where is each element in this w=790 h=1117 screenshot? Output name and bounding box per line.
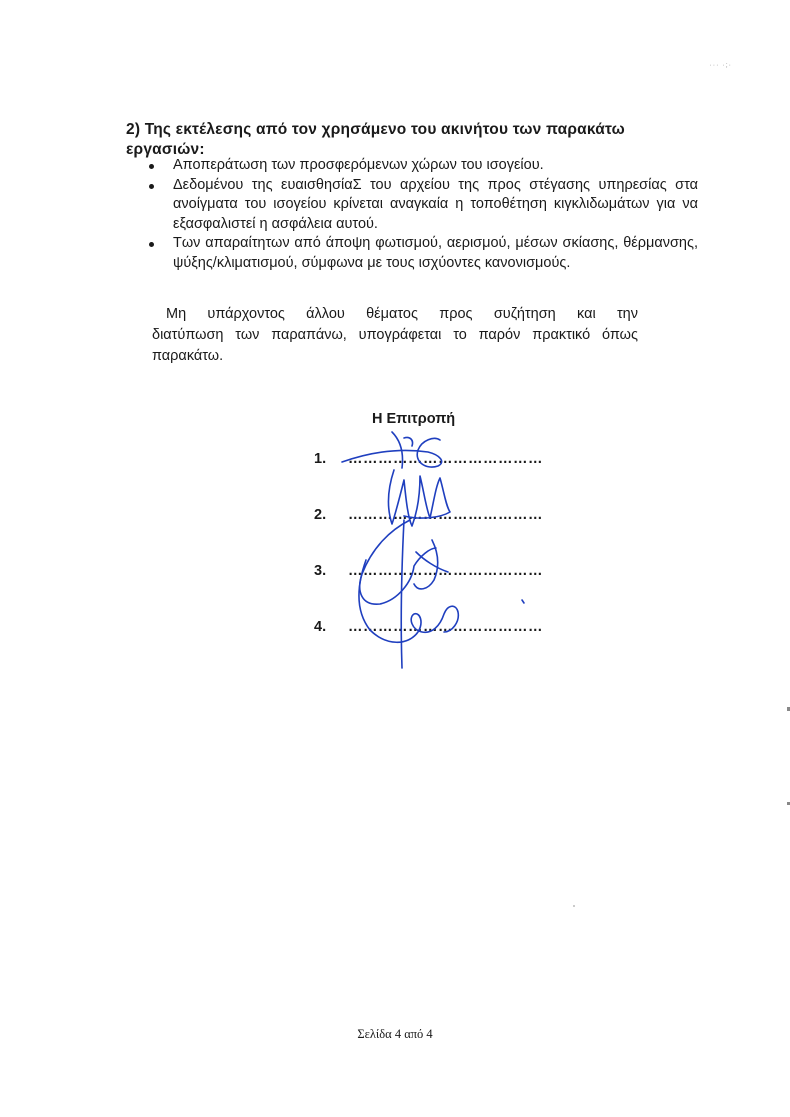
signature-mark bbox=[522, 600, 524, 603]
list-item bbox=[146, 156, 698, 176]
scan-speck bbox=[573, 905, 575, 907]
signature-dots: ………………………………… bbox=[348, 507, 543, 523]
closing-paragraph bbox=[152, 304, 638, 367]
closing-line: παρακάτω. bbox=[152, 348, 224, 364]
bullet-icon bbox=[149, 184, 154, 189]
member-number: 2. bbox=[314, 507, 327, 523]
member-number: 3. bbox=[314, 563, 327, 579]
bullet-icon bbox=[149, 164, 154, 169]
committee-title: Η Επιτροπή bbox=[372, 411, 456, 427]
section-heading: 2) Της εκτέλεσης από τον χρησάμενο του ακινήτου των παρακάτω εργασιών: bbox=[126, 121, 625, 158]
list-item bbox=[146, 234, 698, 273]
signature-dots: ………………………………… bbox=[348, 451, 543, 467]
signature-line-4 bbox=[314, 619, 543, 635]
scan-mark: ··· ·;· bbox=[709, 62, 732, 69]
list-item-text: Των απαραίτητων από άποψη φωτισμού, αερισμού, μέσων σκίασης, θέρμανσης, ψύξης/κλιματισμού, σύμφωνα με τους ισχύοντες κανονισμούς. bbox=[173, 235, 698, 271]
page-footer: Σελίδα 4 από 4 bbox=[357, 1027, 433, 1041]
closing-line: Μη υπάρχοντος άλλου θέματος προς συζήτηση και την bbox=[166, 306, 638, 322]
member-number: 1. bbox=[314, 451, 327, 467]
bullet-list bbox=[146, 156, 698, 273]
list-item-text: Δεδομένου της ευαισθησίαΣ του αρχείου της προς στέγασης υπηρεσίας στα ανοίγματα του ισογείου κρίνεται αναγκαία η τοποθέτηση κιγκλιδωμάτων για να εξασφαλιστεί η ασφάλεια αυτού. bbox=[173, 176, 698, 232]
signature-line-1 bbox=[314, 451, 543, 467]
signature-line-3 bbox=[314, 563, 543, 579]
member-number: 4. bbox=[314, 619, 327, 635]
signature-dots: ………………………………… bbox=[348, 563, 543, 579]
bullet-icon bbox=[149, 242, 154, 247]
signature-dots: ………………………………… bbox=[348, 619, 543, 635]
signature-line-2 bbox=[314, 507, 543, 523]
list-item-text: Αποπεράτωση των προσφερόμενων χώρων του ισογείου. bbox=[173, 157, 544, 173]
closing-line: διατύπωση των παραπάνω, υπογράφεται το παρόν πρακτικό όπως bbox=[152, 327, 638, 343]
list-item bbox=[146, 176, 698, 235]
